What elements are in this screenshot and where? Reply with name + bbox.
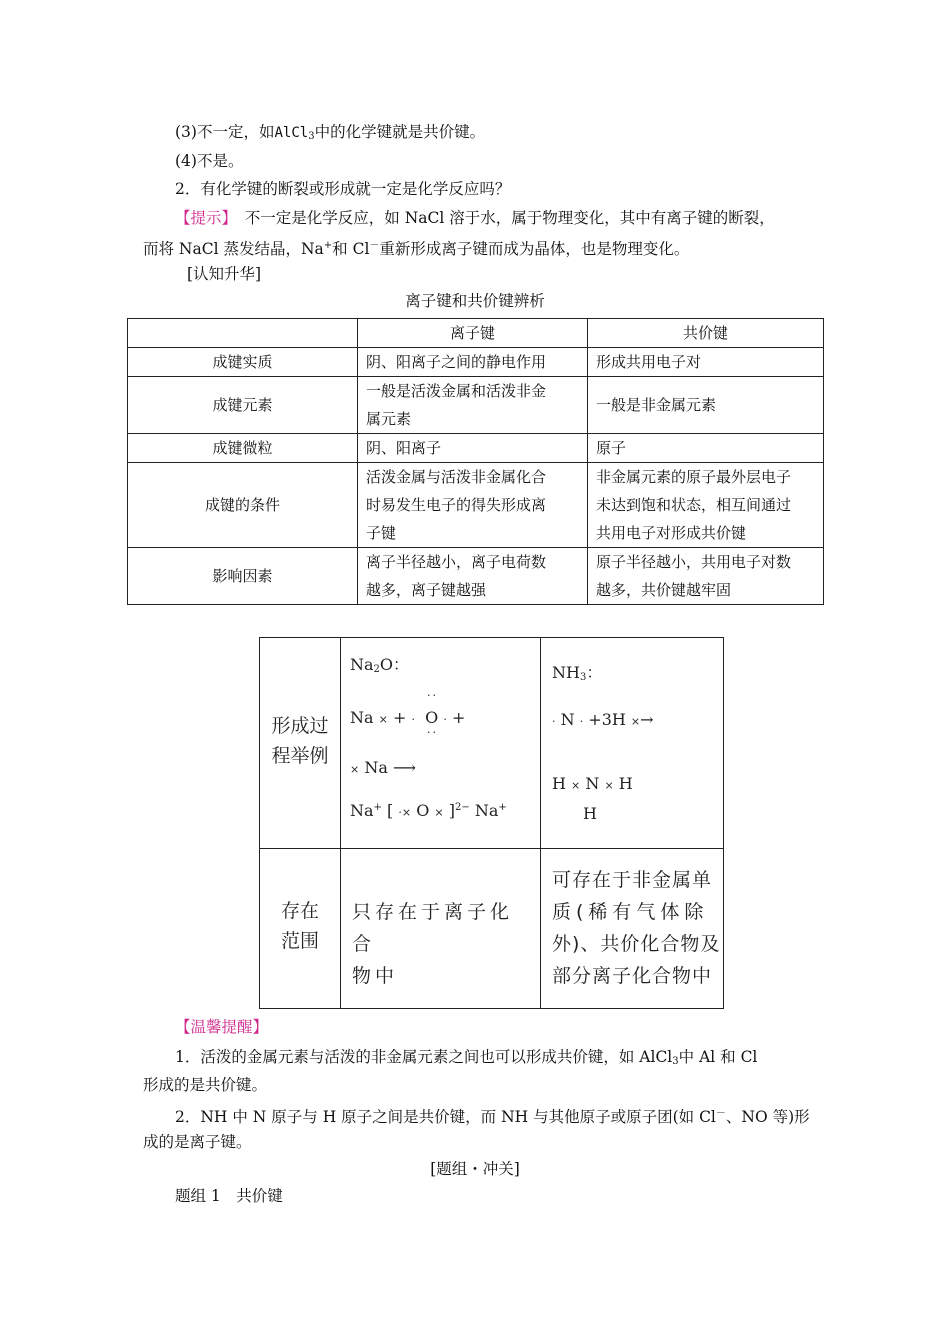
hint-label: 【提示】 [175, 209, 230, 227]
text: 形成的是共价键。 [143, 1076, 268, 1094]
covalent-range [552, 864, 722, 992]
superscript: － [369, 240, 380, 251]
charge: + [373, 802, 382, 813]
row-label: 成键的条件 [128, 463, 358, 548]
text: 中 Al 和 Cl [678, 1048, 758, 1066]
reminder-p2 [175, 1103, 810, 1128]
plus-sign: + [392, 708, 407, 727]
cell-line: 离子半径越小，离子电荷数 [366, 553, 547, 571]
formula: AlCl [274, 125, 309, 141]
electron-pair-top: ·· [427, 689, 438, 702]
text: 成的是离子键。 [143, 1133, 252, 1151]
table-row [128, 548, 824, 605]
ionic-cell [358, 348, 588, 377]
sodium-symbol: Na [364, 758, 388, 777]
sodium-symbol: Na [474, 801, 499, 820]
text: 2．NH 中 N 原子与 H 原子之间是共价键，而 NH 与其他原子或原子团(如 Cl [175, 1108, 716, 1126]
na2o-step1 [350, 708, 465, 727]
text: (4)不是。 [175, 152, 244, 170]
nitrogen-symbol: N [585, 774, 600, 793]
text-line-4 [175, 150, 243, 172]
subscript: 2 [373, 664, 380, 675]
cell-line: 未达到饱和状态，相互间通过 [596, 496, 792, 514]
table-row [128, 463, 824, 548]
cell-line: 时易发生电子的得失形成离 [366, 496, 547, 514]
label-line: 存在 [280, 900, 319, 922]
hydrogen-symbol: H [552, 774, 566, 793]
range-line: 外)、共价化合物及 [552, 933, 721, 955]
text: 题组 1 共价键 [175, 1187, 283, 1205]
text: [认知升华] [187, 265, 262, 283]
comparison-table [127, 318, 824, 605]
subscript: 3 [579, 672, 587, 683]
charge: + [498, 802, 507, 813]
electron-cross: × [350, 763, 360, 776]
row-label: 成键实质 [128, 348, 358, 377]
header-cell [128, 319, 358, 348]
cell-line: 形成共用电子对 [596, 353, 702, 371]
question-2 [175, 178, 510, 200]
cell-line: 共用电子对形成共价键 [596, 524, 747, 542]
label-line: 形成过 [271, 715, 329, 737]
plus-sign: + [451, 708, 466, 727]
ionic-cell [358, 548, 588, 605]
ionic-cell [358, 434, 588, 463]
label-line: 程举例 [271, 745, 329, 767]
hydrogen-symbol: H [583, 804, 597, 823]
na2o-step2 [350, 758, 416, 777]
cell-line: 阴、阳离子 [366, 439, 442, 457]
row-label-range [260, 896, 340, 956]
electron-dot: · [411, 713, 415, 726]
text: 重新形成离子键而成为晶体，也是物理变化。 [379, 240, 690, 258]
label-line: 范围 [280, 930, 319, 952]
subscript: 3 [308, 131, 315, 142]
oxygen-symbol: O [416, 801, 430, 820]
table-row [128, 434, 824, 463]
electron-dot: · [443, 713, 447, 726]
covalent-cell [588, 463, 824, 548]
reminder-p2-cont [143, 1131, 252, 1153]
header-cell: 共价键 [588, 319, 824, 348]
text: 而将 NaCl 蒸发结晶，Na [143, 240, 324, 258]
row-label: 成键微粒 [128, 434, 358, 463]
text: 1．活泼的金属元素与活泼的非金属元素之间也可以形成共价键，如 AlCl [175, 1048, 673, 1066]
reminder-label [175, 1016, 268, 1038]
section-label [187, 263, 261, 285]
divider [340, 638, 341, 1008]
group-1 [175, 1185, 283, 1207]
cell-line: 活泼金属与活泼非金属化合 [366, 468, 547, 486]
text: Na [350, 655, 374, 674]
cell-line: 非金属元素的原子最外层电子 [596, 468, 792, 486]
text: 中的化学键就是共价键。 [314, 123, 486, 141]
row-label: 成键元素 [128, 377, 358, 434]
na2o-product: Na+ [ ·× O × ]$^{2-}$ Na+ [350, 801, 507, 820]
ionic-range [352, 896, 534, 992]
reminder-p1 [175, 1046, 757, 1073]
nitrogen-symbol: N [560, 710, 575, 729]
electron-cross: × [630, 715, 641, 728]
nh3-step1: · N · +3H ×→ [552, 710, 654, 729]
reminder-p1-cont [143, 1074, 267, 1096]
range-line: 物中 [352, 965, 399, 987]
cell-line: 子键 [366, 524, 397, 542]
electron-cross: × [378, 713, 388, 726]
text: ： [586, 663, 603, 682]
covalent-cell [588, 548, 824, 605]
divider [260, 848, 723, 849]
hint-line-2 [143, 235, 689, 260]
text: 和 Cl [332, 240, 370, 258]
cell-line: 一般是活泼金属和活泼非金 [366, 382, 547, 400]
electron-pair-bottom: ·· [427, 726, 438, 739]
nh3-title [552, 660, 602, 683]
header-cell: 离子键 [358, 319, 588, 348]
cell-line: 一般是非金属元素 [596, 396, 717, 414]
text: 离子键和共价键辨析 [405, 292, 545, 310]
formation-table [259, 637, 724, 1009]
row-label-formation [260, 711, 340, 771]
reminder-title: 【温馨提醒】 [175, 1018, 269, 1036]
bracket: ] [448, 801, 455, 820]
table-row [128, 377, 824, 434]
superscript: － [715, 1108, 726, 1119]
subscript: 3 [672, 1056, 679, 1067]
hydrogen-term: +3H [588, 710, 626, 729]
ionic-cell [358, 463, 588, 548]
table-title [0, 290, 950, 312]
ionic-cell [358, 377, 588, 434]
hint-text: 不一定是化学反应，如 NaCl 溶于水，属于物理变化，其中有离子键的断裂， [229, 209, 775, 227]
cell-line: 越多，共价键越牢固 [596, 581, 732, 599]
text: O： [379, 655, 410, 674]
reaction-arrow: → [640, 710, 654, 729]
charge: 2− [454, 802, 470, 813]
sodium-symbol: Na [350, 801, 374, 820]
na2o-title [350, 652, 409, 675]
text: (3)不一定，如 [175, 123, 275, 141]
bracket: [ [387, 801, 394, 820]
hydrogen-symbol: H [618, 774, 633, 793]
cell-line: 属元素 [366, 410, 412, 428]
text-line-3 [175, 121, 485, 148]
covalent-cell [588, 377, 824, 434]
text: [题组・冲关] [430, 1160, 520, 1178]
cell-line: 越多，离子键越强 [366, 581, 487, 599]
cell-line: 原子半径越小，共用电子对数 [596, 553, 792, 571]
table-row [128, 348, 824, 377]
range-line: 部分离子化合物中 [552, 965, 713, 987]
cell-line: 原子 [596, 439, 627, 457]
range-line: 质(稀有气体除 [552, 901, 709, 923]
covalent-cell [588, 434, 824, 463]
text: 、NO 等)形 [725, 1108, 810, 1126]
range-line: 可存在于非金属单 [552, 869, 713, 891]
group-header [0, 1158, 950, 1180]
hint-line-1 [175, 207, 775, 229]
text: NH [552, 663, 580, 682]
reaction-arrow: ⟶ [392, 758, 416, 777]
cell-line: 阴、阳离子之间的静电作用 [366, 353, 547, 371]
nh3-bottom-h [583, 804, 597, 823]
oxygen-symbol: O [425, 708, 439, 727]
row-label: 影响因素 [128, 548, 358, 605]
nh3-product: H × N × H [552, 774, 633, 793]
range-line: 只存在于离子化合 [352, 901, 514, 955]
covalent-cell [588, 348, 824, 377]
text: 2．有化学键的断裂或形成就一定是化学反应吗？ [175, 180, 511, 198]
sodium-symbol: Na [350, 708, 374, 727]
superscript: + [323, 240, 333, 251]
table-header-row [128, 319, 824, 348]
divider [540, 638, 541, 1008]
